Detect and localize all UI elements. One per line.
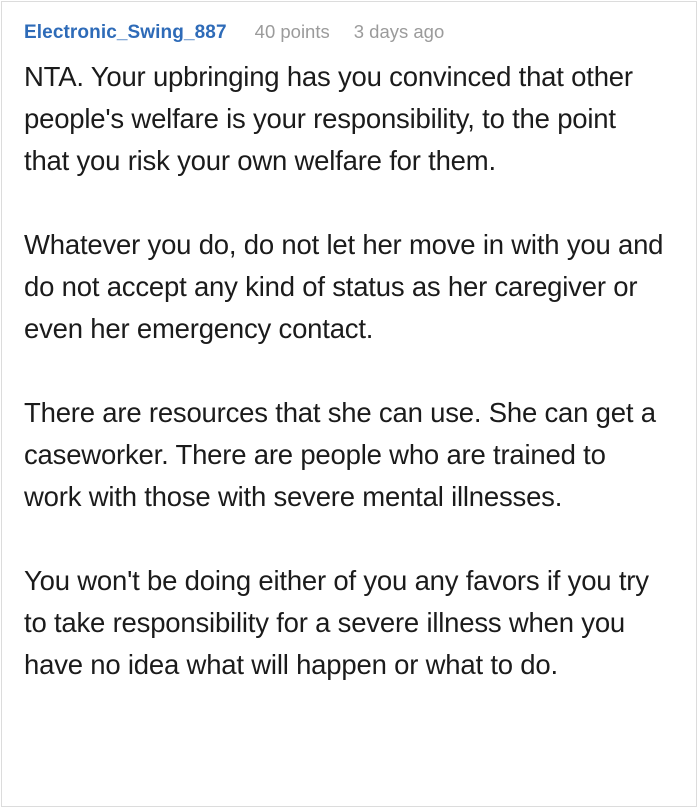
comment-paragraph: There are resources that she can use. She can get a caseworker. There are people who are trained to work with those with severe mental illnesses.	[24, 397, 656, 512]
comment-body	[2, 44, 696, 686]
timestamp-label: 3 days ago	[353, 21, 445, 42]
comment-paragraph: NTA. Your upbringing has you convinced that other people's welfare is your responsibility, to the point that you risk your own welfare for them.	[24, 61, 633, 176]
comment-paragraph: You won't be doing either of you any favors if you try to take responsibility for a severe illness when you have no idea what will happen or what to do.	[24, 565, 649, 680]
comment-paragraph: Whatever you do, do not let her move in with you and do not accept any kind of status as her caregiver or even her emergency contact.	[24, 229, 664, 344]
username-link[interactable]: Electronic_Swing_887	[24, 22, 227, 43]
comment-card	[1, 1, 697, 807]
comment-header	[2, 2, 696, 44]
points-label: 40 points	[254, 21, 330, 42]
